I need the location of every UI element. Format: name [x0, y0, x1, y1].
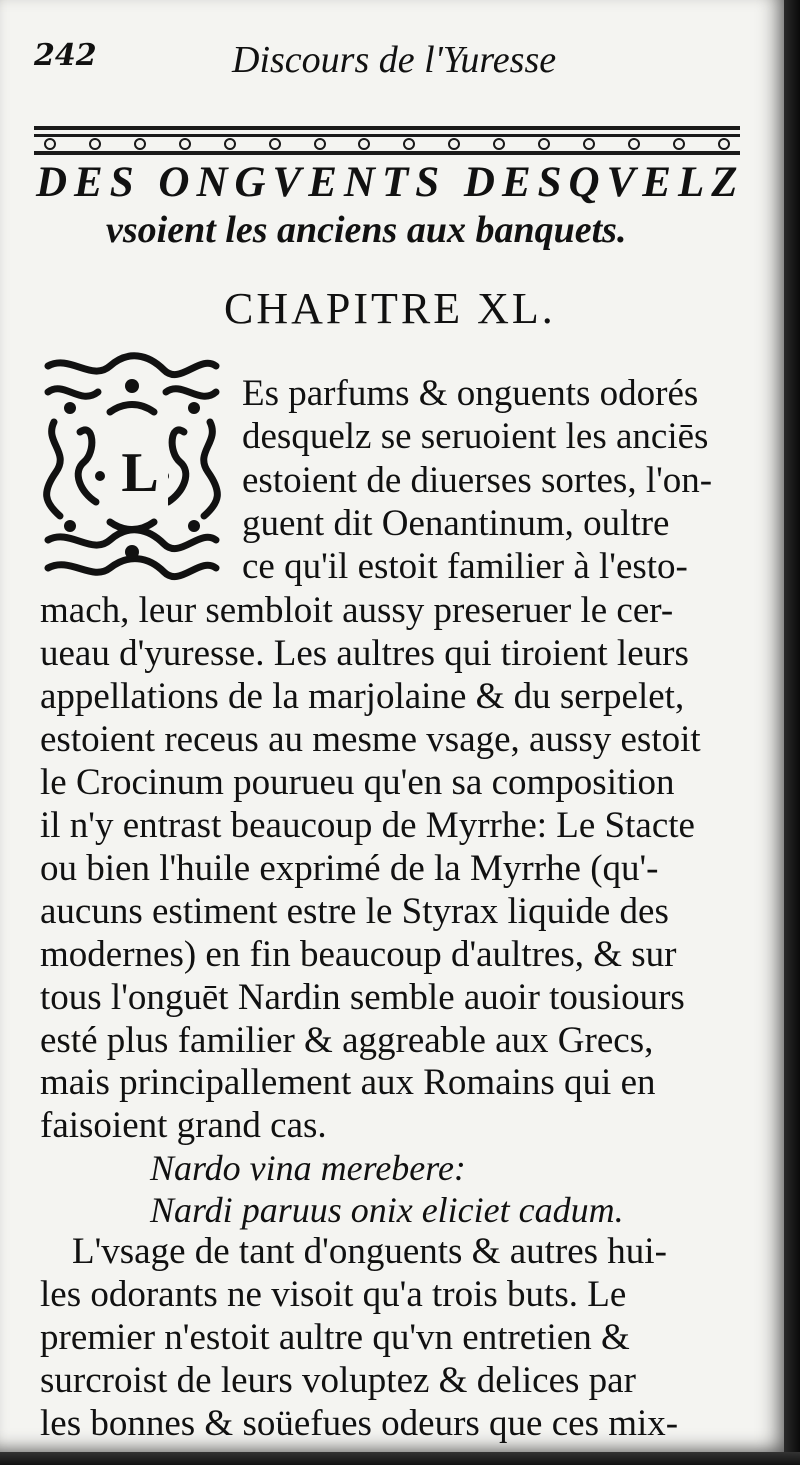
text-line: il n'y entrast beaucoup de Myrrhe: Le Stacte — [40, 805, 695, 846]
text-line: ou bien l'huile exprimé de la Myrrhe (qu'- — [40, 848, 659, 889]
text-line: ueau d'yuresse. Les aultres qui tiroient leurs — [40, 633, 689, 674]
text-line: esté plus familier & aggreable aux Grecs, — [40, 1020, 654, 1061]
page-number: 242 — [34, 38, 97, 73]
text-line: les odorants ne visoit qu'a trois buts. Le — [40, 1274, 627, 1315]
text-line: desquelz se seruoient les anciēs — [242, 416, 709, 457]
page-bottom-shadow — [0, 1452, 800, 1465]
text-line: modernes) en fin beaucoup d'aultres, & sur — [40, 934, 677, 975]
running-head: Discours de l'Yuresse — [232, 39, 557, 81]
ornamental-rule — [34, 124, 740, 158]
text-line: estoient receus au mesme vsage, aussy estoit — [40, 719, 701, 760]
verse-line: Nardi paruus onix eliciet cadum. — [150, 1190, 624, 1230]
text-line: aucuns estiment estre le Styrax liquide des — [40, 891, 669, 932]
chapter-title-line-1: DES ONGVENTS DESQVELZ — [36, 159, 745, 206]
page-header — [34, 28, 744, 88]
text-line: le Crocinum pourueu qu'en sa composition — [40, 762, 675, 803]
chapter-title-line-2: vsoient les anciens aux banquets. — [106, 209, 627, 251]
text-line: estoient de diuerses sortes, l'on- — [242, 460, 713, 501]
text-line: ce qu'il estoit familier à l'esto- — [242, 546, 688, 587]
text-line: surcroist de leurs voluptez & delices par — [40, 1360, 636, 1401]
text-line: mais principallement aux Romains qui en — [40, 1062, 656, 1103]
text-line: appellations de la marjolaine & du serpelet, — [40, 676, 685, 717]
text-line: L'vsage de tant d'onguents & autres hui- — [72, 1231, 667, 1272]
chapter-heading: CHAPITRE XL. — [224, 284, 556, 333]
ornamental-drop-cap — [40, 352, 224, 582]
verse-line: Nardo vina merebere: — [150, 1148, 466, 1188]
page-edge-shadow — [784, 0, 800, 1465]
drop-cap-letter: L — [112, 440, 168, 506]
text-line: tous l'onguēt Nardin semble auoir tousiours — [40, 977, 685, 1018]
text-line: guent dit Oenantinum, oultre — [242, 503, 670, 544]
text-line: Es parfums & onguents odorés — [242, 373, 699, 414]
text-line: les bonnes & soüefues odeurs que ces mix- — [40, 1403, 679, 1444]
text-line: faisoient grand cas. — [40, 1105, 327, 1146]
text-line: premier n'estoit aultre qu'vn entretien & — [40, 1317, 630, 1358]
text-line: mach, leur sembloit aussy preseruer le cer- — [40, 590, 674, 631]
